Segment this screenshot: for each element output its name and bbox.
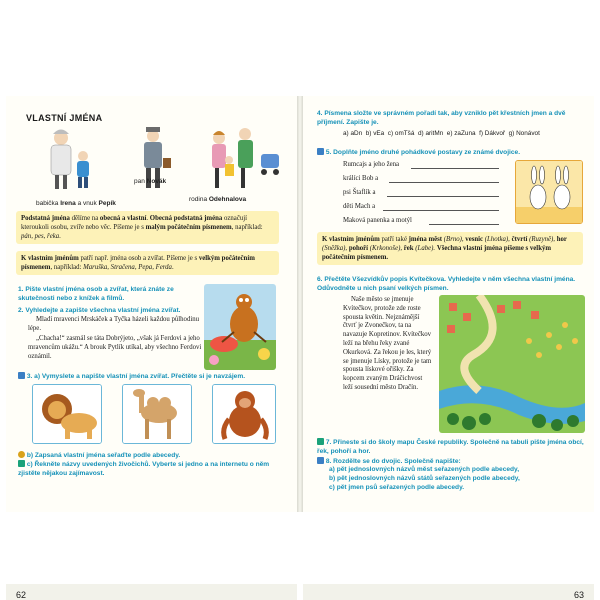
orangutan-picture [212, 384, 276, 444]
task-5: 5. Doplňte jméno druhé pohádkové postavy ze známé dvojice. [317, 148, 577, 158]
writing-icon [18, 372, 25, 379]
task-8c: c) pět jmen psů seřazených podle abecedy. [329, 484, 465, 491]
page-number: 63 [573, 590, 584, 600]
right-page [303, 96, 594, 600]
answer-line[interactable] [389, 182, 499, 183]
task-3b: b) Zapsaná vlastní jména seřaďte podle abecedy. [18, 451, 278, 461]
task-7: 7. Přineste si do školy mapu České republiky. Společně na tabuli pište jména obcí, řek, pohoří a hor. [317, 439, 584, 455]
town-illustration [439, 295, 585, 433]
writing-icon [317, 148, 324, 155]
task-2: 2. Vyhledejte a zapište všechna vlastní jména zvířat. [18, 307, 181, 314]
caption-grandma: babička Irena a vnuk Pepík [36, 200, 116, 207]
camel-picture [122, 384, 192, 444]
caption-family: rodina Odehnalova [189, 196, 247, 203]
lion-picture [32, 384, 102, 444]
task-1: 1. Pište vlastní jména osob a zvířat, která znáte ze skutečnosti nebo z knížek a filmů. [18, 286, 174, 302]
right-footer [303, 584, 594, 600]
answer-line[interactable] [429, 224, 499, 225]
answer-line[interactable] [383, 210, 499, 211]
answer-line[interactable] [387, 196, 499, 197]
rule-box-common-nouns: Podstatná jména dělíme na obecná a vlastní. Obecná podstatná jména označují kteroukoli osobu, zvíře nebo věc. Píšeme je s malým počátečním písmenem, například: pán, pes, řeka. [16, 211, 279, 244]
page-number: 62 [16, 590, 27, 600]
ant-story-2: „Chacha!“ zasmál se táta Dobrýjeto, „však já Ferdovi a jeho mravencům ukážu.“ A brouk Pytlík utíkal, aby všechno Ferdovi oznámil. [28, 335, 202, 360]
task-8b: b) pět jednoslovných názvů států seřazených podle abecedy, [329, 475, 520, 482]
task-5-row: Maková panenka a motýl [343, 217, 412, 224]
answer-line[interactable] [411, 168, 499, 169]
rule-box-proper-nouns: K vlastním jménům patří např. jména osob a zvířat. Píšeme je s velkým počátečním písmenem, například: Maruška, Stračena, Pepa, Ferda. [16, 251, 279, 275]
task-6: 6. Přečtěte Všezvídkův popis Kvítečkova. Vyhledejte v něm všechna vlastní jména. Odůvodněte u nich psaní velkých písmen. [317, 276, 576, 292]
task-5-row: králíci Bob a [343, 175, 379, 182]
task-8: 8. Rozdělte se do dvojic. Společně napište: [317, 457, 585, 467]
task-5-row: děti Mach a [343, 203, 376, 210]
speaking-icon [18, 460, 25, 467]
rabbits-illustration [515, 160, 583, 224]
task-4: 4. Písmena složte ve správném pořadí tak, aby vzniklo pět křestních jmen a dvě příjmení. Zapište je. [317, 110, 566, 126]
speaking-icon [317, 438, 324, 445]
left-footer [6, 584, 297, 600]
beetle-illustration [204, 284, 276, 370]
task-5-row: Rumcajs a jeho žena [343, 161, 400, 168]
left-page [6, 96, 297, 600]
page-title: VLASTNÍ JMÉNA [26, 113, 103, 123]
task-3a: 3. a) Vymyslete a napište vlastní jména zvířat. Přečtěte si je navzájem. [18, 372, 278, 382]
task-3c: c) Řekněte názvy uvedených živočichů. Vyberte si jedno a na internetu o něm zjistěte nějakou zajímavost. [18, 461, 270, 477]
task-8a: a) pět jednoslovných názvů měst seřazených podle abecedy, [329, 466, 520, 473]
task-4-items: a) aDn b) vEa c) omTšá d) aritMn e) zaZuna f) Dákvoř g) Nonávot [343, 130, 540, 137]
reading-icon [18, 451, 25, 458]
rule-box-place-names: K vlastním jménům patří také jména měst (Brno), vesnic (Lhotka), čtvrtí (Ruzyně), hor (Sněžka), pohoří (Krkonoše), řek (Labe). Všechna vlastní jména píšeme s velkým počátečním písmenem. [317, 232, 583, 265]
people-illustration [31, 124, 281, 196]
task-5-row: psi Štaflík a [343, 189, 376, 196]
town-description: Naše město se jmenuje Kvítečkov, protože zde roste spousta květin. Nejznámější čtvrť je Zvonečkov, ta na navazuje Kopretinov. Kvítečkov leží na břehu řeky zvané Okurková. Za řekou je les, který se jmenuje Lísky, protože je tam spousta lískové ořišky. Za kopcem zvaným Dráčichvost leží sousední město Dračín. [343, 296, 432, 391]
ant-story-1: Mladí mravenci Mrskáček a Tyčka házeli každou půlhodinu lépe. [28, 316, 200, 332]
caption-man: pan Novák [134, 178, 167, 185]
writing-icon [317, 457, 324, 464]
